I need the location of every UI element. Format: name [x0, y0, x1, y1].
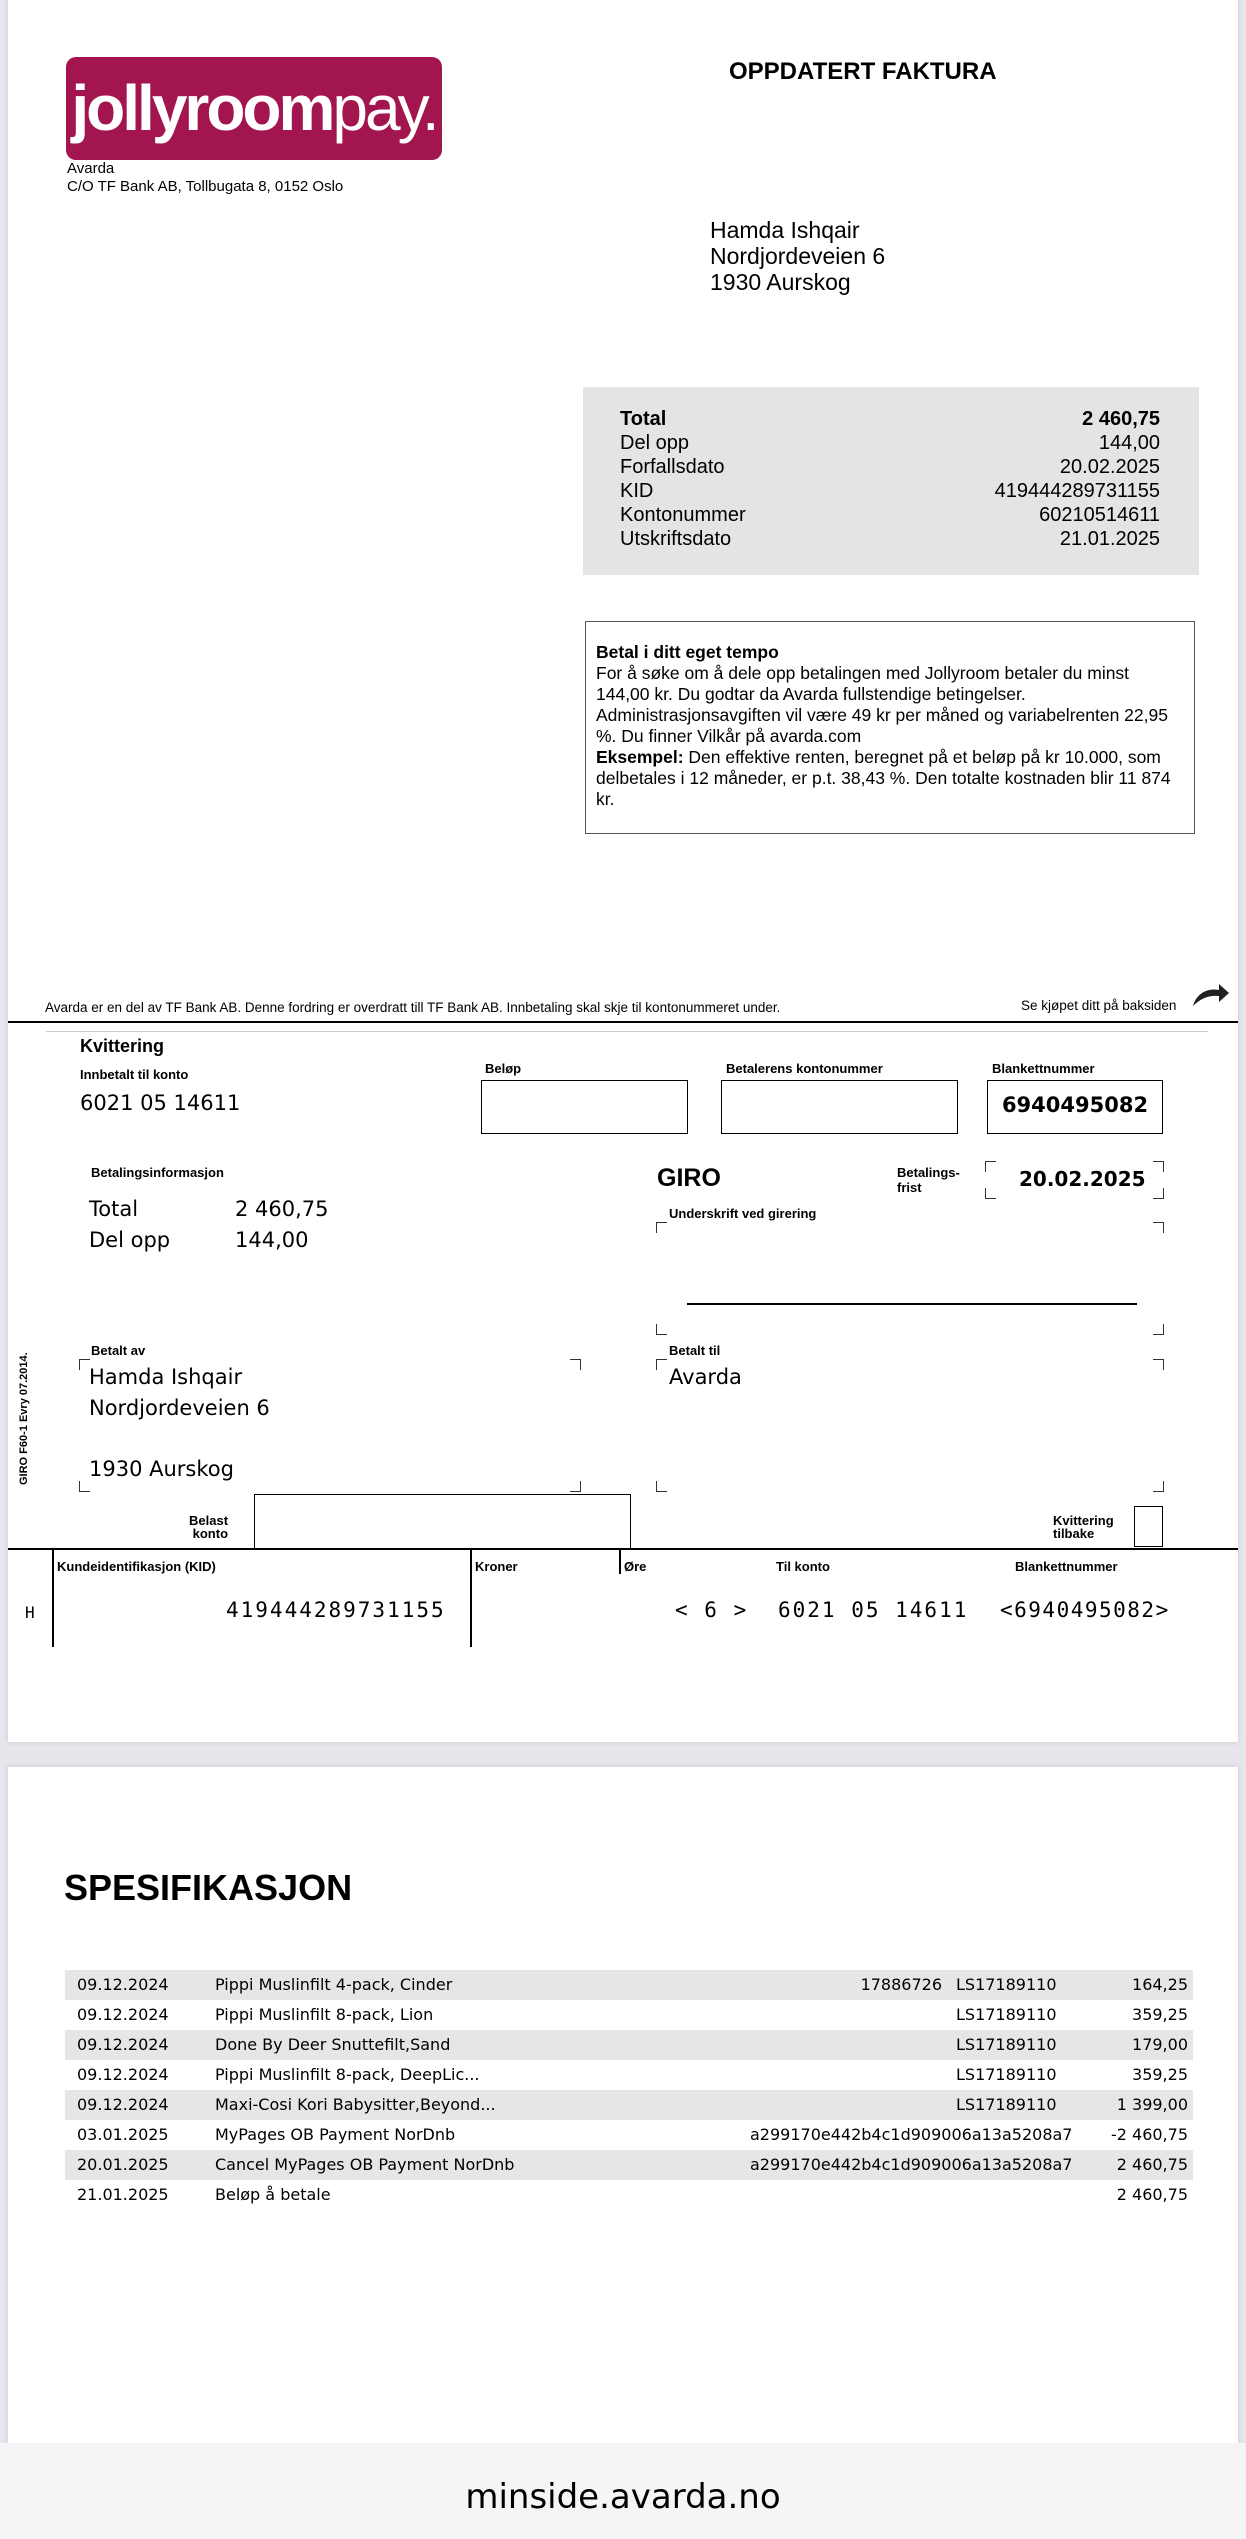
divider [52, 1550, 54, 1647]
corner-mark [1153, 1161, 1164, 1172]
summary-row: KID 419444289731155 [620, 480, 1160, 502]
blankett-label: Blankettnummer [992, 1061, 1095, 1076]
table-row: 20.01.2025 Cancel MyPages OB Payment NorDnb a299170e442b4c1d909006a13a5208a7 2 460,75 [65, 2150, 1193, 2180]
curved-arrow-icon [1191, 982, 1231, 1008]
summary-row: Del opp 144,00 [620, 432, 1160, 454]
table-row: 09.12.2024 Pippi Muslinfilt 4-pack, Cinder 17886726 LS17189110 164,25 [65, 1970, 1193, 2000]
giro-form-code: GIRO F60-1 Evry 07.2014. [18, 1352, 30, 1485]
summary-row: Utskriftsdato 21.01.2025 [620, 528, 1160, 550]
corner-mark [1153, 1324, 1164, 1335]
info-text: For å søke om å dele opp betalingen med Jollyroom betaler du minst 144,00 kr. Du godtar da Avarda fullstendige betingelser. Administrasjonsavgiften vil være 49 kr per måned og variabelrenten 22,95 %. Du finner Vilkår på avarda.com [596, 663, 1168, 746]
table-row: 09.12.2024 Pippi Muslinfilt 8-pack, Lion LS17189110 359,25 [77, 2005, 1188, 2024]
divider [8, 1548, 1238, 1550]
table-row: 03.01.2025 MyPages OB Payment NorDnb a299170e442b4c1d909006a13a5208a7 -2 460,75 [77, 2125, 1188, 2144]
underskrift-label: Underskrift ved girering [669, 1206, 817, 1221]
corner-mark [656, 1481, 667, 1492]
innbetalt-label: Innbetalt til konto [80, 1067, 189, 1082]
see-back-text: Se kjøpet ditt på baksiden [1021, 998, 1177, 1013]
jollyroompay-logo: jollyroompay. [66, 57, 442, 160]
corner-mark [1153, 1188, 1164, 1199]
invoice-title: OPPDATERT FAKTURA [729, 58, 997, 85]
h-mark: H [25, 1603, 35, 1622]
signature-line[interactable] [687, 1303, 1137, 1305]
invoice-page [8, 0, 1238, 1742]
til-konto-label: Til konto [776, 1559, 830, 1574]
bi-total-label: Total [89, 1197, 139, 1221]
blankett-coded: <6940495082> [1000, 1598, 1170, 1622]
table-row: 09.12.2024 Pippi Muslinfilt 8-pack, DeepLic... LS17189110 359,25 [77, 2065, 1188, 2084]
site-url[interactable]: minside.avarda.no [465, 2477, 781, 2517]
belast-konto-field[interactable] [254, 1494, 631, 1549]
recipient-city: 1930 Aurskog [710, 269, 851, 295]
summary-box [583, 387, 1199, 575]
kvittering-label: Kvittering [80, 1036, 165, 1056]
control-digit: < 6 > [675, 1598, 749, 1622]
kvittering-tilbake-checkbox[interactable] [1134, 1506, 1163, 1547]
specification-page [8, 1767, 1238, 2443]
betalt-til-label: Betalt til [669, 1343, 721, 1358]
sender-name: Avarda [67, 160, 115, 177]
innbetalt-value: 6021 05 14611 [80, 1091, 241, 1115]
corner-mark [570, 1481, 581, 1492]
summary-row: Total 2 460,75 [620, 408, 1160, 430]
kroner-label: Kroner [475, 1559, 518, 1574]
installment-info-box [585, 621, 1195, 834]
betalerens-label: Betalerens kontonummer [726, 1061, 883, 1076]
spec-title: SPESIFIKASJON [64, 1867, 353, 1908]
corner-mark [985, 1161, 996, 1172]
divider [8, 1021, 1238, 1023]
info-heading: Betal i ditt eget tempo [596, 642, 779, 662]
til-konto-value: 6021 05 14611 [778, 1598, 969, 1622]
payee-name: Avarda [669, 1365, 742, 1389]
corner-mark [656, 1359, 667, 1370]
bi-delopp-value: 144,00 [235, 1228, 309, 1252]
payer-name: Hamda Ishqair [89, 1365, 243, 1389]
corner-mark [656, 1222, 667, 1233]
table-row: 21.01.2025 Beløp å betale 2 460,75 [77, 2185, 1188, 2204]
corner-mark [1153, 1359, 1164, 1370]
sender-address: C/O TF Bank AB, Tollbugata 8, 0152 Oslo [67, 178, 344, 195]
bi-delopp-label: Del opp [89, 1228, 171, 1252]
divider [470, 1550, 472, 1647]
corner-mark [1153, 1222, 1164, 1233]
divider [46, 1031, 1208, 1032]
recipient-name: Hamda Ishqair [710, 217, 860, 243]
belop-field[interactable] [481, 1080, 688, 1134]
table-row: 09.12.2024 Done By Deer Snuttefilt,Sand LS17189110 179,00 [65, 2030, 1193, 2060]
belop-label: Beløp [485, 1061, 522, 1076]
divider [619, 1550, 621, 1574]
info-example: Eksempel: Den effektive renten, beregnet på et beløp på kr 10.000, som delbetales i 12 måneder, er p.t. 38,43 %. Den totalte kostnaden blir 11 874 kr. [596, 747, 1171, 809]
blankett-label-2: Blankettnummer [1015, 1559, 1118, 1574]
corner-mark [1153, 1481, 1164, 1492]
table-row: 09.12.2024 Maxi-Cosi Kori Babysitter,Beyond... LS17189110 1 399,00 [65, 2090, 1193, 2120]
kvittering-tilbake-label: Kvittering tilbake [1053, 1513, 1114, 1541]
payer-account-field[interactable] [721, 1080, 958, 1134]
blankett-field [987, 1080, 1163, 1134]
corner-mark [570, 1359, 581, 1370]
giro-title: GIRO [657, 1164, 721, 1192]
corner-mark [985, 1188, 996, 1199]
kid-label: Kundeidentifikasjon (KID) [57, 1559, 216, 1574]
corner-mark [656, 1324, 667, 1335]
frist-value: 20.02.2025 [1019, 1167, 1146, 1191]
belast-konto-label: Belast konto [189, 1513, 229, 1541]
betalt-av-label: Betalt av [91, 1343, 146, 1358]
url-bar [0, 2443, 1246, 2539]
bi-total-value: 2 460,75 [235, 1197, 329, 1221]
blankett-value: 6940495082 [1001, 1093, 1149, 1117]
transfer-notice: Avarda er en del av TF Bank AB. Denne fordring er overdratt till TF Bank AB. Innbetaling skal skje til kontonummeret under. [45, 1000, 781, 1015]
ore-label: Øre [624, 1559, 647, 1574]
betalingsinfo-label: Betalingsinformasjon [91, 1165, 224, 1180]
kid-value: 419444289731155 [226, 1598, 446, 1622]
payer-street: Nordjordeveien 6 [89, 1396, 270, 1420]
recipient-street: Nordjordeveien 6 [710, 243, 886, 269]
payer-city: 1930 Aurskog [89, 1457, 234, 1481]
summary-row: Kontonummer 60210514611 [620, 504, 1160, 526]
frist-label: Betalings- frist [897, 1165, 960, 1195]
corner-mark [79, 1481, 90, 1492]
summary-row: Forfallsdato 20.02.2025 [620, 456, 1160, 478]
